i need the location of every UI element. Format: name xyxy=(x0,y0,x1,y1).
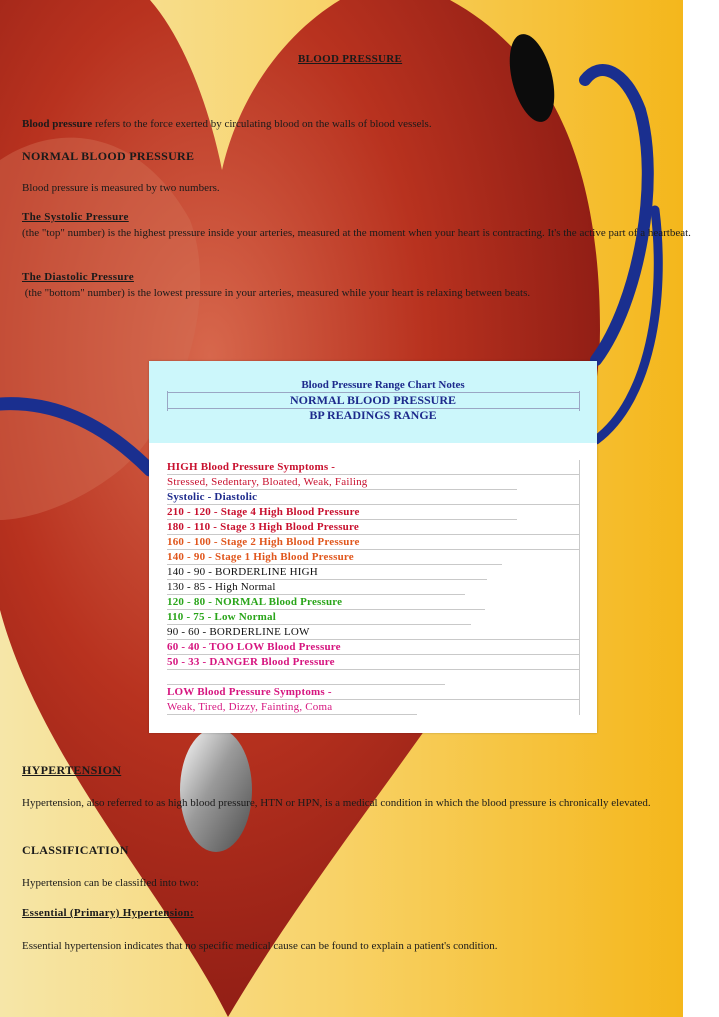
chart-subtitle: NORMAL BLOOD PRESSURE xyxy=(289,393,457,407)
chart-row: 140 - 90 - Stage 1 High Blood Pressure xyxy=(167,551,354,563)
hypertension-heading: HYPERTENSION xyxy=(22,763,122,777)
chart-row: 60 - 40 - TOO LOW Blood Pressure xyxy=(167,641,341,653)
classification-heading: CLASSIFICATION xyxy=(22,843,129,857)
systolic-paragraph: (the "top" number) is the highest pressure inside your arteries, measured at the moment when your heart is contracting. It's the active part of a heartbeat. xyxy=(22,227,691,239)
chart-row: 110 - 75 - Low Normal xyxy=(167,611,276,623)
chart-row: 130 - 85 - High Normal xyxy=(167,581,276,593)
chart-header-vrule-left xyxy=(167,391,168,411)
normal-bp-heading: NORMAL BLOOD PRESSURE xyxy=(22,149,195,163)
chart-row: 120 - 80 - NORMAL Blood Pressure xyxy=(167,596,343,608)
chestpiece-icon xyxy=(180,728,252,852)
chart-row: Weak, Tired, Dizzy, Fainting, Coma xyxy=(167,701,333,713)
chart-row: Stressed, Sedentary, Bloated, Weak, Failing xyxy=(167,476,368,488)
diastolic-heading: The Diastolic Pressure xyxy=(22,271,134,283)
chart-row: 90 - 60 - BORDERLINE LOW xyxy=(167,626,310,638)
definition-paragraph xyxy=(22,117,682,132)
chart-header-vrule-right xyxy=(579,391,580,411)
page-title: BLOOD PRESSURE xyxy=(298,53,403,65)
measured-paragraph: Blood pressure is measured by two numbers. xyxy=(22,182,220,194)
hypertension-paragraph: Hypertension, also referred to as high blood pressure, HTN or HPN, is a medical condition in which the blood pressure is chronically elevated. xyxy=(22,797,651,809)
chart-row: 50 - 33 - DANGER Blood Pressure xyxy=(167,656,335,668)
chart-row-rule xyxy=(167,669,579,670)
definition-term: Blood pressure xyxy=(22,118,93,130)
chart-row: 180 - 110 - Stage 3 High Blood Pressure xyxy=(167,521,359,533)
definition-text: refers to the force exerted by circulating blood on the walls of blood vessels. xyxy=(92,118,432,130)
chart-header xyxy=(149,361,597,443)
classification-paragraph: Hypertension can be classified into two: xyxy=(22,877,199,889)
chart-row-rule xyxy=(167,714,417,715)
stethoscope-tube-right-lower xyxy=(596,210,658,440)
essential-heading: Essential (Primary) Hypertension: xyxy=(22,907,194,919)
chart-row: LOW Blood Pressure Symptoms - xyxy=(167,686,332,698)
chart-row: 140 - 90 - BORDERLINE HIGH xyxy=(167,566,318,578)
chart-row: HIGH Blood Pressure Symptoms - xyxy=(167,461,336,473)
chart-row: 160 - 100 - Stage 2 High Blood Pressure xyxy=(167,536,360,548)
chart-range-label: BP READINGS RANGE xyxy=(309,408,437,422)
essential-paragraph: Essential hypertension indicates that no specific medical cause can be found to explain a patient's condition. xyxy=(22,940,498,952)
systolic-heading: The Systolic Pressure xyxy=(22,211,129,223)
diastolic-paragraph: (the "bottom" number) is the lowest pressure in your arteries, measured while your heart is relaxing between beats. xyxy=(22,287,531,299)
chart-title: Blood Pressure Range Chart Notes xyxy=(301,379,465,391)
bp-range-chart xyxy=(149,361,597,733)
chart-right-rule xyxy=(579,460,580,715)
chart-row: Systolic - Diastolic xyxy=(167,491,258,503)
chart-row: 210 - 120 - Stage 4 High Blood Pressure xyxy=(167,506,360,518)
